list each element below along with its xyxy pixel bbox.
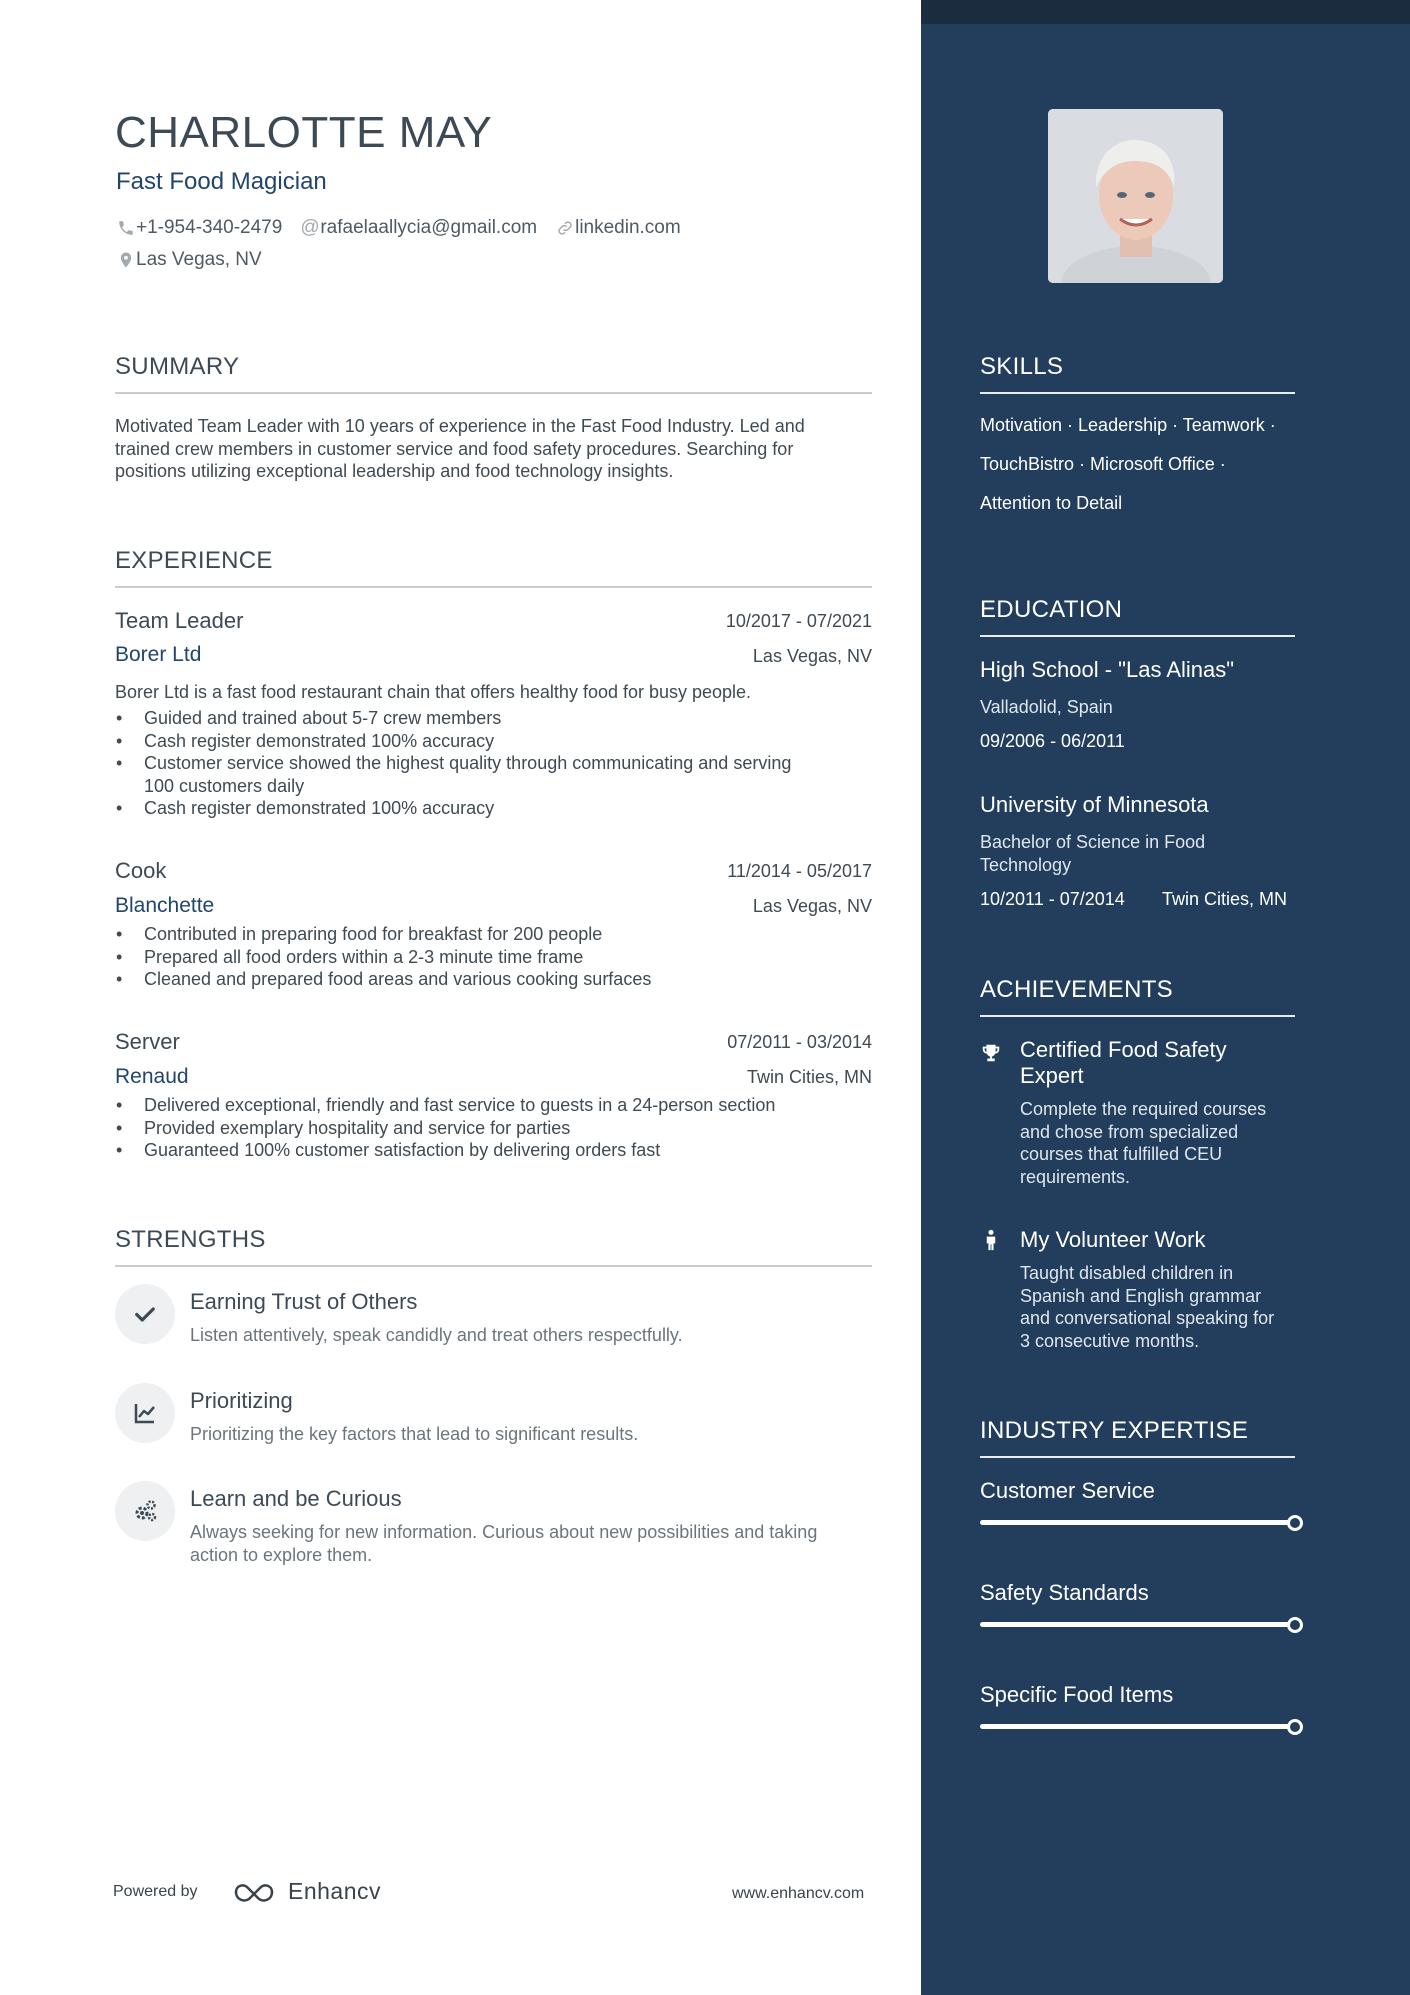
summary-line: trained crew members in customer service and food safety procedures. Searching for xyxy=(115,438,794,459)
strength-title: Earning Trust of Others xyxy=(190,1289,418,1314)
job-title: Cook xyxy=(115,858,167,883)
expertise-bar xyxy=(980,1724,1295,1729)
job-bullet: • Guided and trained about 5-7 crew members xyxy=(115,707,872,730)
strength-line: action to explore them. xyxy=(190,1544,373,1565)
summary-heading: SUMMARY xyxy=(115,353,240,380)
strength-title: Learn and be Curious xyxy=(190,1486,402,1511)
education-detail: Valladolid, Spain xyxy=(980,697,1113,717)
job-bullet: • Delivered exceptional, friendly and fast service to guests in a 24-person section xyxy=(115,1094,872,1117)
job-bullets xyxy=(115,1094,872,1162)
candidate-role: Fast Food Magician xyxy=(116,168,327,195)
skills-line: TouchBistro · Microsoft Office · xyxy=(980,454,1226,474)
expertise-divider xyxy=(980,1456,1295,1458)
expertise-bar xyxy=(980,1622,1295,1627)
job-title: Team Leader xyxy=(115,608,244,633)
link-icon xyxy=(555,219,575,237)
achievement-title-line: Certified Food Safety xyxy=(1020,1037,1227,1062)
job-dates: 07/2011 - 03/2014 xyxy=(727,1032,872,1052)
achievement-title xyxy=(1020,1037,1227,1089)
strength-icon-wrap xyxy=(115,1481,175,1541)
expertise-label: Specific Food Items xyxy=(980,1682,1174,1707)
achievement-description xyxy=(1020,1098,1266,1188)
person-icon xyxy=(980,1229,1002,1251)
bullet-line: 100 customers daily xyxy=(144,775,305,796)
phone-icon xyxy=(116,219,136,237)
contact-row xyxy=(116,217,699,239)
job-bullets xyxy=(115,923,872,991)
job-bullet: • Guaranteed 100% customer satisfaction by delivering orders fast xyxy=(115,1139,872,1162)
strength-icon-wrap xyxy=(115,1383,175,1443)
strength-line: Always seeking for new information. Curious about new possibilities and taking xyxy=(190,1522,818,1542)
enhancv-logo-icon xyxy=(232,1879,278,1905)
achievements-heading: ACHIEVEMENTS xyxy=(980,976,1173,1003)
achievement-title-line: My Volunteer Work xyxy=(1020,1227,1206,1252)
summary-text xyxy=(115,415,805,483)
achievement-title-line: Expert xyxy=(1020,1063,1084,1088)
link-text: linkedin.com xyxy=(575,217,681,238)
website-link[interactable]: www.enhancv.com xyxy=(732,1885,865,1902)
contact-email[interactable] xyxy=(300,217,537,239)
strength-line: Listen attentively, speak candidly and treat others respectfully. xyxy=(190,1325,683,1345)
experience-divider xyxy=(115,586,872,588)
email-text: rafaelaallycia@gmail.com xyxy=(320,217,538,238)
expertise-bar xyxy=(980,1520,1295,1525)
expertise-label: Customer Service xyxy=(980,1478,1155,1503)
education-detail-line: Bachelor of Science in Food xyxy=(980,832,1206,852)
education-school: University of Minnesota xyxy=(980,792,1209,817)
strength-line: Prioritizing the key factors that lead to significant results. xyxy=(190,1424,639,1444)
job-bullet: • Provided exemplary hospitality and service for parties xyxy=(115,1117,872,1140)
job-company: Blanchette xyxy=(115,894,215,917)
experience-heading: EXPERIENCE xyxy=(115,547,273,574)
skills-line: Motivation · Leadership · Teamwork · xyxy=(980,415,1276,435)
education-heading: EDUCATION xyxy=(980,596,1123,623)
expertise-heading: INDUSTRY EXPERTISE xyxy=(980,1417,1249,1444)
job-bullet: • Prepared all food orders within a 2-3 minute time frame xyxy=(115,946,872,969)
enhancv-logo[interactable] xyxy=(232,1878,381,1905)
skills-divider xyxy=(980,392,1295,394)
skills-line: Attention to Detail xyxy=(980,493,1123,513)
expertise-bar-knob xyxy=(1287,1515,1303,1531)
achievement-line: and conversational speaking for xyxy=(1020,1308,1275,1328)
contact-location xyxy=(116,249,262,271)
summary-line: Motivated Team Leader with 10 years of experience in the Fast Food Industry. Led and xyxy=(115,416,805,436)
education-detail xyxy=(980,831,1205,876)
check-icon xyxy=(134,1303,156,1325)
achievement-title xyxy=(1020,1227,1205,1253)
achievement-line: 3 consecutive months. xyxy=(1020,1330,1200,1351)
sidebar-top-strip xyxy=(921,0,1410,24)
job-bullets xyxy=(115,707,872,820)
job-bullet: • Cash register demonstrated 100% accuracy xyxy=(115,797,872,820)
education-detail-line: Technology xyxy=(980,854,1072,875)
strength-description xyxy=(190,1521,817,1566)
powered-by-label: Powered by xyxy=(113,1883,198,1900)
strengths-heading: STRENGTHS xyxy=(115,1226,266,1253)
strength-title: Prioritizing xyxy=(190,1388,293,1413)
phone-text: +1-954-340-2479 xyxy=(136,217,283,238)
gears-icon xyxy=(132,1498,158,1524)
skills-heading: SKILLS xyxy=(980,353,1064,380)
education-dates: 10/2011 - 07/2014 xyxy=(980,889,1125,909)
achievement-line: and chose from specialized xyxy=(1020,1121,1239,1142)
location-text: Las Vegas, NV xyxy=(136,249,262,270)
job-company: Renaud xyxy=(115,1065,189,1088)
job-bullet: • Contributed in preparing food for breakfast for 200 people xyxy=(115,923,872,946)
job-title: Server xyxy=(115,1029,180,1054)
expertise-bar-knob xyxy=(1287,1617,1303,1633)
brand-name: Enhancv xyxy=(288,1878,382,1904)
achievement-line: courses that fulfilled CEU xyxy=(1020,1144,1223,1164)
strength-description xyxy=(190,1423,638,1446)
candidate-name: CHARLOTTE MAY xyxy=(115,108,493,157)
job-bullet: • Cleaned and prepared food areas and various cooking surfaces xyxy=(115,968,872,991)
contact-phone[interactable] xyxy=(116,217,282,239)
achievement-line: Spanish and English grammar xyxy=(1020,1285,1262,1306)
achievement-line: requirements. xyxy=(1020,1166,1131,1187)
education-dates: 09/2006 - 06/2011 xyxy=(980,731,1125,751)
job-location: Las Vegas, NV xyxy=(752,896,872,916)
education-divider xyxy=(980,635,1295,637)
profile-photo xyxy=(1048,109,1223,283)
education-location: Twin Cities, MN xyxy=(1162,889,1288,909)
bullet-line: Customer service showed the highest quality through communicating and serving xyxy=(144,753,792,773)
job-location: Twin Cities, MN xyxy=(746,1067,872,1087)
strength-description xyxy=(190,1324,683,1347)
expertise-label: Safety Standards xyxy=(980,1580,1149,1605)
achievement-line: Taught disabled children in xyxy=(1020,1263,1234,1283)
education-school: High School - "Las Alinas" xyxy=(980,657,1235,682)
job-bullet xyxy=(115,752,872,797)
achievement-line: Complete the required courses xyxy=(1020,1099,1267,1119)
expertise-bar-knob xyxy=(1287,1719,1303,1735)
at-icon: @ xyxy=(300,217,320,238)
job-dates: 11/2014 - 05/2017 xyxy=(727,861,872,881)
job-description: Borer Ltd is a fast food restaurant chain that offers healthy food for busy people. xyxy=(115,682,752,702)
job-location: Las Vegas, NV xyxy=(752,646,872,666)
summary-line: positions utilizing exceptional leadership and food technology insights. xyxy=(115,461,674,481)
strength-icon-wrap xyxy=(115,1284,175,1344)
contact-link[interactable] xyxy=(555,217,681,239)
trophy-icon xyxy=(980,1042,1002,1064)
summary-divider xyxy=(115,392,872,394)
strengths-divider xyxy=(115,1265,872,1267)
location-pin-icon xyxy=(116,251,136,269)
job-company: Borer Ltd xyxy=(115,643,202,666)
chart-line-icon xyxy=(133,1401,157,1425)
avatar-portrait xyxy=(1048,109,1223,283)
job-bullet: • Cash register demonstrated 100% accuracy xyxy=(115,730,872,753)
job-dates: 10/2017 - 07/2021 xyxy=(725,611,872,631)
achievement-description xyxy=(1020,1262,1274,1352)
achievements-divider xyxy=(980,1015,1295,1017)
